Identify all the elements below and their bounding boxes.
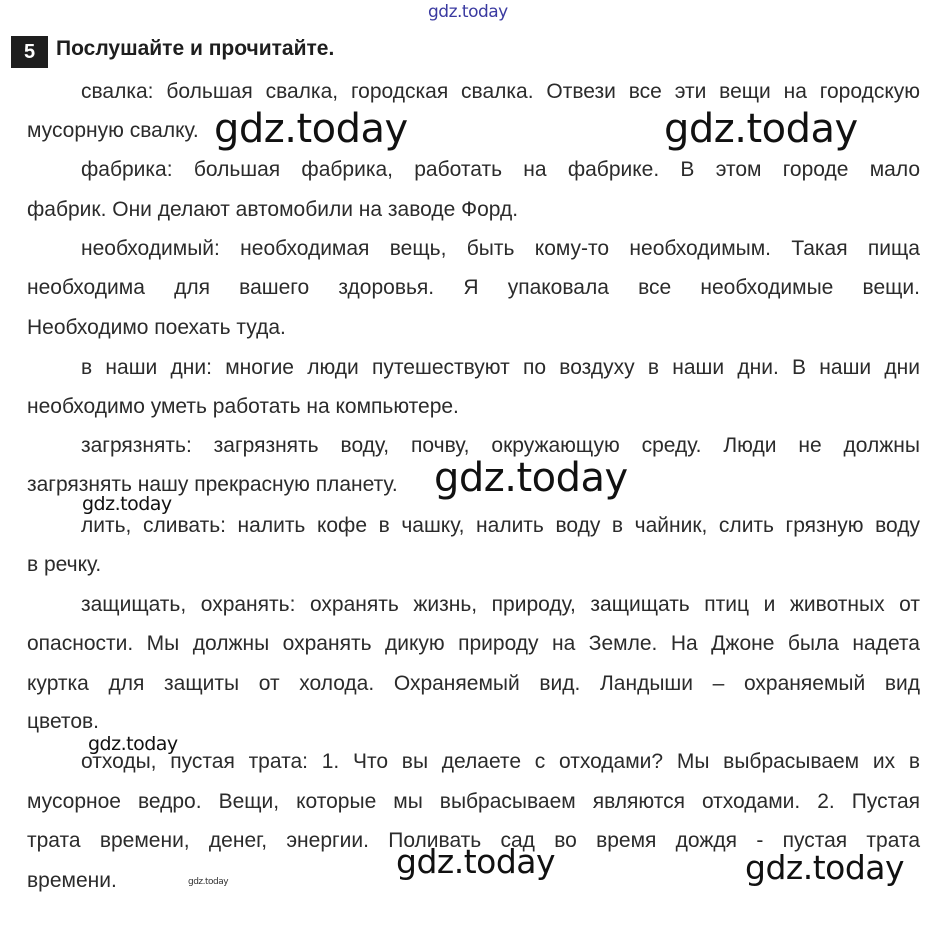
exercise-title: Послушайте и прочитайте. [56, 37, 335, 60]
watermark: gdz.today [88, 733, 178, 755]
text-line: куртка для защиты от холода. Охраняемый вид. Ландыши – охраняемый вид [27, 672, 920, 695]
text-line: времени. [27, 869, 117, 892]
text-line: опасности. Мы должны охранять дикую природу на Земле. На Джоне была надета [27, 632, 920, 655]
watermark: gdz.today [745, 848, 905, 887]
text-line: необходимый: необходимая вещь, быть кому-то необходимым. Такая пища [81, 237, 920, 260]
text-line: отходы, пустая трата: 1. Что вы делаете с отходами? Мы выбрасываем их в [81, 750, 920, 773]
watermark: gdz.today [188, 877, 229, 887]
text-line: необходимо уметь работать на компьютере. [27, 395, 459, 418]
text-line: мусорное ведро. Вещи, которые мы выбрасываем являются отходами. 2. Пустая [27, 790, 920, 813]
text-line: в речку. [27, 553, 102, 576]
text-line: в наши дни: многие люди путешествуют по воздуху в наши дни. В наши дни [81, 356, 920, 379]
text-line: загрязнять нашу прекрасную планету. [27, 473, 398, 496]
text-line: мусорную свалку. [27, 119, 199, 142]
text-line: цветов. [27, 710, 99, 733]
text-line: защищать, охранять: охранять жизнь, природу, защищать птиц и животных от [81, 593, 920, 616]
text-line: лить, сливать: налить кофе в чашку, налить воду в чайник, слить грязную воду [81, 514, 920, 537]
watermark: gdz.today [664, 106, 858, 152]
exercise-number-badge: 5 [11, 36, 48, 68]
watermark: gdz.today [434, 455, 628, 501]
text-line: Необходимо поехать туда. [27, 316, 286, 339]
watermark: gdz.today [82, 493, 172, 515]
watermark-top: gdz.today [428, 2, 508, 22]
text-line: трата времени, денег, энергии. Поливать сад во время дождя - пустая трата [27, 829, 920, 852]
watermark: gdz.today [396, 842, 556, 881]
text-line: свалка: большая свалка, городская свалка. Отвези все эти вещи на городскую [81, 80, 920, 103]
text-line: необходима для вашего здоровья. Я упаковала все необходимые вещи. [27, 276, 920, 299]
text-line: загрязнять: загрязнять воду, почву, окружающую среду. Люди не должны [81, 434, 920, 457]
text-line: фабрик. Они делают автомобили на заводе Форд. [27, 198, 519, 221]
text-line: фабрика: большая фабрика, работать на фабрике. В этом городе мало [81, 158, 920, 181]
watermark: gdz.today [214, 106, 408, 152]
